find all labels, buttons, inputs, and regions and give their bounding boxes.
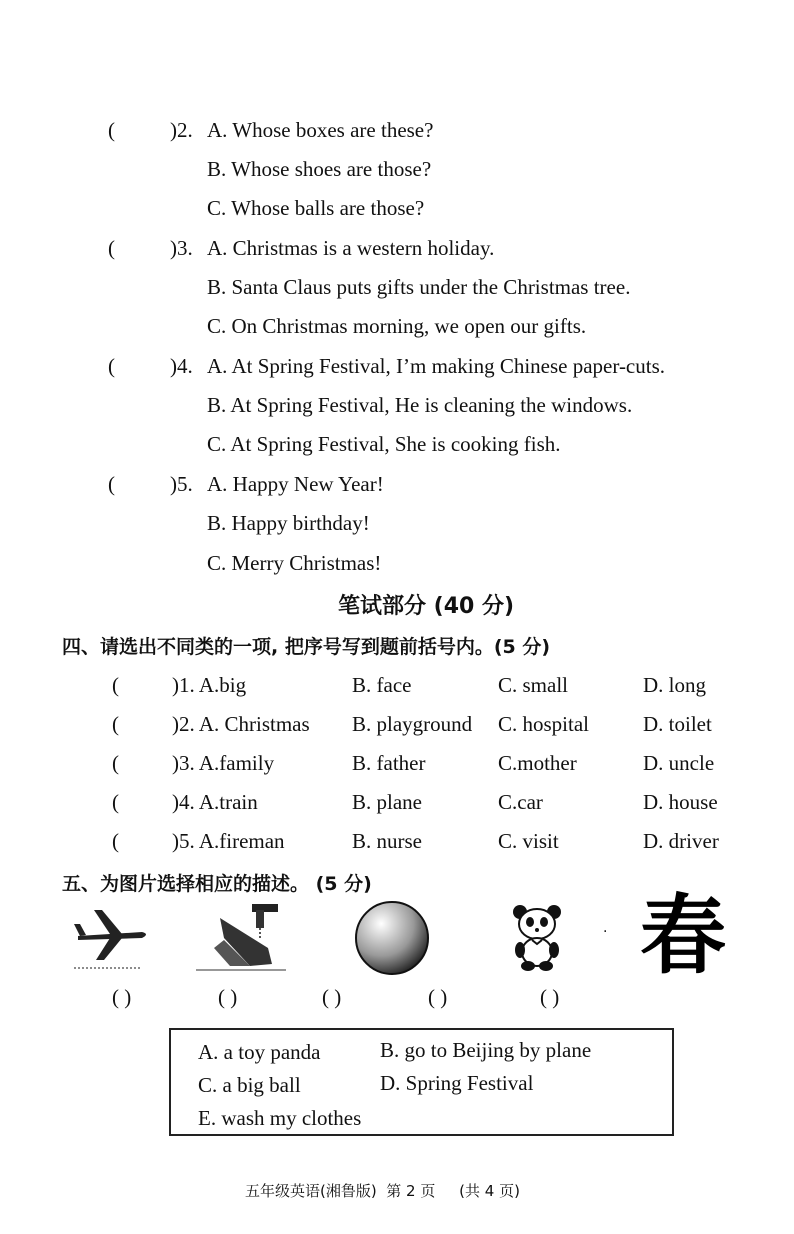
picture-answer-blank: ( ) <box>322 985 342 1009</box>
option-d: D. uncle <box>643 751 715 775</box>
answer-paren: ( <box>112 790 119 814</box>
answer-paren: ( <box>108 472 115 496</box>
option-b: B. Whose shoes are those? <box>207 157 432 181</box>
option-e: E. wash my clothes <box>198 1106 362 1130</box>
option-a: A. Happy New Year! <box>207 472 384 496</box>
dot-mark: · <box>603 924 608 940</box>
option-d: D. driver <box>643 829 719 853</box>
option-a: )1. A.big <box>172 673 247 697</box>
answer-paren: ( <box>112 751 119 775</box>
option-a: A. Christmas is a western holiday. <box>207 236 495 260</box>
option-c: C. visit <box>498 829 559 853</box>
answer-paren: ( <box>112 712 119 736</box>
option-a: )5. A.fireman <box>172 829 285 853</box>
page-footer: 五年级英语(湘鲁版) 第 2 页 (共 4 页) <box>245 1182 520 1200</box>
picture-answer-blank: ( ) <box>112 985 132 1009</box>
option-b: B. go to Beijing by plane <box>380 1038 592 1062</box>
answer-paren: ( <box>108 236 115 260</box>
option-c: C. Whose balls are those? <box>207 196 425 220</box>
picture-answer-blank: ( ) <box>428 985 448 1009</box>
spring-character-icon: 春 <box>640 886 726 986</box>
question-number: )4. <box>170 354 193 378</box>
answer-paren: ( <box>112 829 119 853</box>
answer-paren: ( <box>112 673 119 697</box>
option-a: A. a toy panda <box>198 1040 321 1064</box>
option-a: )2. A. Christmas <box>172 712 310 736</box>
option-c: C. small <box>498 673 569 697</box>
ball-icon <box>352 898 434 980</box>
option-a: A. Whose boxes are these? <box>207 118 434 142</box>
answer-paren: ( <box>108 354 115 378</box>
option-b: B. playground <box>352 712 473 736</box>
option-c: C. Merry Christmas! <box>207 551 382 575</box>
hands-washing-icon <box>190 900 290 974</box>
option-b: B. father <box>352 751 426 775</box>
option-a: )3. A.family <box>172 751 275 775</box>
option-a: A. At Spring Festival, I’m making Chinese paper-cuts. <box>207 354 666 378</box>
option-c: C.car <box>498 790 543 814</box>
option-d: D. toilet <box>643 712 712 736</box>
option-d: D. house <box>643 790 718 814</box>
picture-answer-blank: ( ) <box>540 985 560 1009</box>
option-a: )4. A.train <box>172 790 258 814</box>
section-4-title: 四、请选出不同类的一项, 把序号写到题前括号内。(5 分) <box>62 636 551 658</box>
airplane-icon <box>72 902 152 972</box>
option-c: C. a big ball <box>198 1073 301 1097</box>
option-d: D. Spring Festival <box>380 1071 534 1095</box>
question-number: )5. <box>170 472 193 496</box>
option-b: B. At Spring Festival, He is cleaning the windows. <box>207 393 633 417</box>
option-d: D. long <box>643 673 706 697</box>
toy-panda-icon <box>508 902 568 972</box>
option-b: B. plane <box>352 790 422 814</box>
option-c: C. hospital <box>498 712 590 736</box>
question-number: )3. <box>170 236 193 260</box>
picture-answer-blank: ( ) <box>218 985 238 1009</box>
option-c: C. At Spring Festival, She is cooking fish. <box>207 432 561 456</box>
option-b: B. face <box>352 673 412 697</box>
question-number: )2. <box>170 118 193 142</box>
option-b: B. nurse <box>352 829 422 853</box>
option-b: B. Happy birthday! <box>207 511 370 535</box>
answer-paren: ( <box>108 118 115 142</box>
section-5-title: 五、为图片选择相应的描述。 (5 分) <box>62 873 372 895</box>
written-part-title: 笔试部分 (40 分) <box>338 594 515 619</box>
option-b: B. Santa Claus puts gifts under the Christmas tree. <box>207 275 631 299</box>
option-c: C.mother <box>498 751 577 775</box>
option-c: C. On Christmas morning, we open our gifts. <box>207 314 587 338</box>
